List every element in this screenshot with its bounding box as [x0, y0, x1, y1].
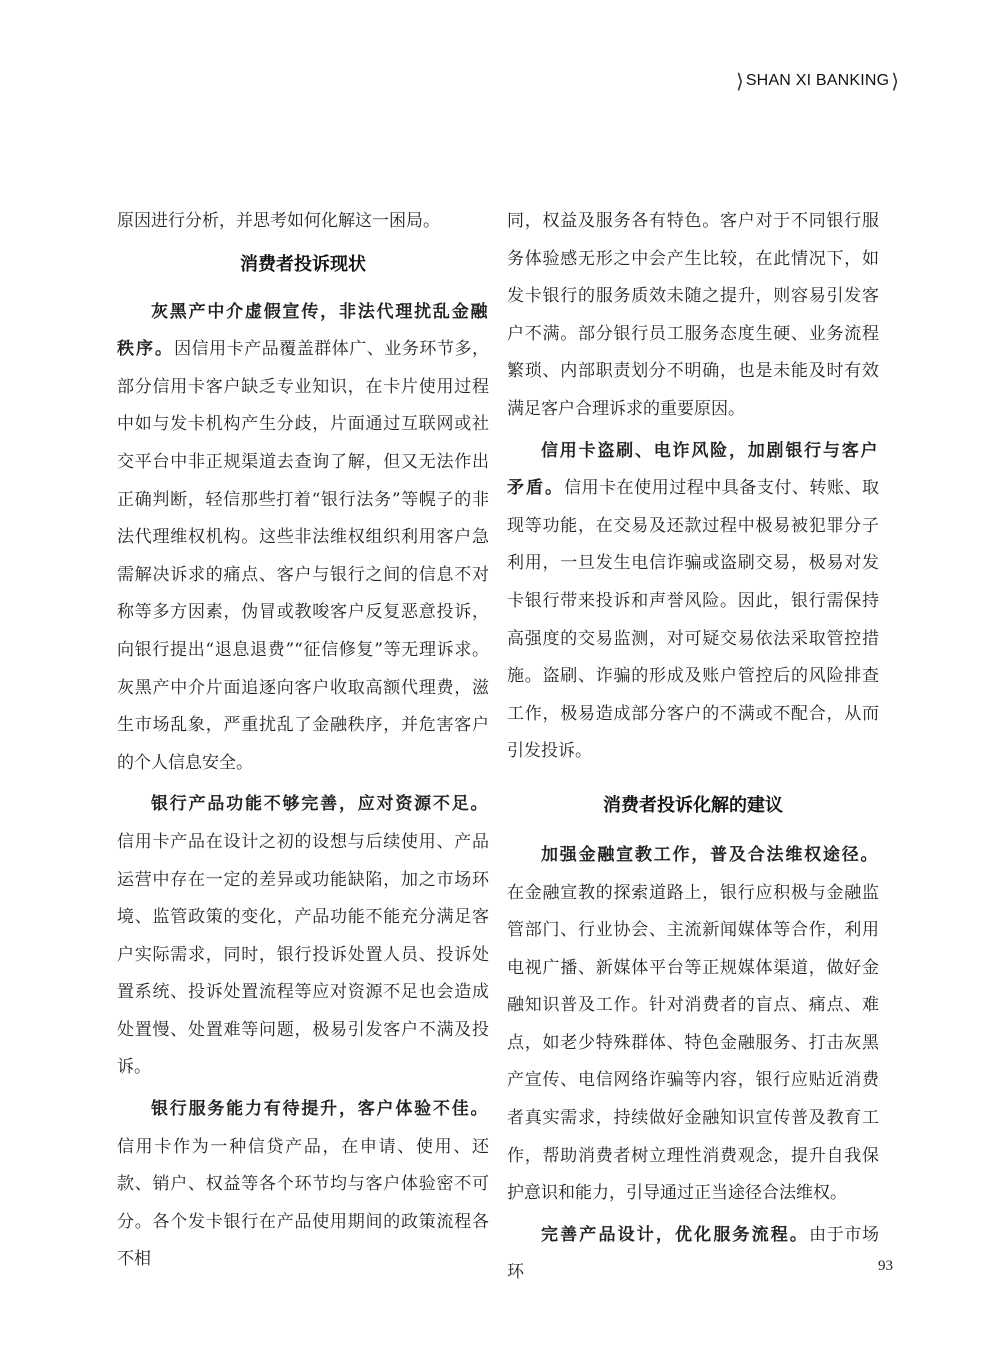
paragraph-body: 因信用卡产品覆盖群体广、业务环节多，部分信用卡客户缺乏专业知识，在卡片使用过程中如与发卡机构产生分歧，片面通过互联网或社交平台中非正规渠道去查询了解，但又无法作出正确判断，轻信那些打着“银行法务”等幌子的非法代理维权机构。这些非法维权组织利用客户急需解决诉求的痛点、客户与银行之间的信息不对称等多方因素，伪冒或教唆客户反复恶意投诉，向银行提出“退息退费”“征信修复”等无理诉求。灰黑产中介片面追逐向客户收取高额代理费，滋生市场乱象，严重扰乱了金融秩序，并危害客户的个人信息安全。 [117, 339, 490, 773]
left-column [117, 203, 489, 1279]
right-column [507, 203, 879, 1292]
paragraph-lead: 完善产品设计，优化服务流程。 [541, 1224, 810, 1245]
paragraph-lead: 信用卡盗刷、电诈风险，加剧银行与客户矛盾。 [507, 440, 879, 499]
paragraph-fraud-risk [507, 433, 879, 771]
paragraph-product-design [507, 1217, 879, 1292]
paragraph-lead: 银行服务能力有待提升，客户体验不佳。 [151, 1099, 489, 1120]
spacer [507, 817, 879, 837]
paragraph-service-capability [117, 1091, 489, 1279]
left-bracket-icon: ⟩ [736, 69, 744, 93]
paragraph-lead: 灰黑产中介虚假宣传，非法代理扰乱金融秩序。 [117, 301, 489, 360]
section-heading-status: 消费者投诉现状 [240, 253, 366, 275]
paragraph-body: 信用卡产品在设计之初的设想与后续使用、产品运营中存在一定的差异或功能缺陷，加之市场环境、监管政策的变化，产品功能不能充分满足客户实际需求，同时，银行投诉处置人员、投诉处置系统、投诉处置流程等应对资源不足也会造成处置慢、处置难等问题，极易引发客户不满及投诉。 [117, 831, 489, 1078]
section-heading-suggestions: 消费者投诉化解的建议 [603, 794, 783, 816]
page-number: 93 [878, 1258, 893, 1274]
paragraph-body: 在金融宣教的探索道路上，银行应积极与金融监管部门、行业协会、主流新闻媒体等合作，利用电视广播、新媒体平台等正规媒体渠道，做好金融知识普及工作。针对消费者的盲点、痛点、难点，如老少特殊群体、特色金融服务、打击灰黑产宣传、电信网络诈骗等内容，银行应贴近消费者真实需求，持续做好金融知识宣传普及教育工作，帮助消费者树立理性消费观念，提升自我保护意识和能力，引导通过正当途径合法维权。 [507, 882, 879, 1204]
paragraph-body: 由于市场环 [507, 1224, 880, 1283]
spacer [117, 276, 489, 294]
paragraph-financial-education [507, 837, 879, 1213]
spacer [117, 241, 489, 254]
paragraph-product-function [117, 786, 489, 1087]
paragraph-continuation: 同，权益及服务各有特色。客户对于不同银行服务体验感无形之中会产生比较，在此情况下，如发卡银行的服务质效未随之提升，则容易引发客户不满。部分银行员工服务态度生硬、业务流程繁琐、内部职责划分不明确，也是未能及时有效满足客户合理诉求的重要原因。 [507, 211, 879, 419]
paragraph-continuation: 原因进行分析，并思考如何化解这一困局。 [117, 211, 440, 231]
running-header [736, 70, 899, 92]
paragraph-lead: 银行产品功能不够完善，应对资源不足。 [151, 794, 489, 815]
paragraph-lead: 加强金融宣教工作，普及合法维权途径。 [541, 844, 879, 865]
paragraph-body: 信用卡作为一种信贷产品，在申请、使用、还款、销户、权益等各个环节均与客户体验密不可分。各个发卡银行在产品使用期间的政策流程各不相 [117, 1136, 489, 1270]
paragraph-gray-black-intermediaries [117, 294, 489, 783]
spacer [507, 771, 879, 795]
paragraph-body: 信用卡在使用过程中具备支付、转账、取现等功能，在交易及还款过程中极易被犯罪分子利用，一旦发生电信诈骗或盗刷交易，极易对发卡银行带来投诉和声誉风险。因此，银行需保持高强度的交易监测，对可疑交易依法采取管控措施。盗刷、诈骗的形成及账户管控后的风险排查工作，极易造成部分客户的不满或不配合，从而引发投诉。 [507, 478, 880, 762]
right-bracket-icon: ⟩ [891, 69, 900, 93]
journal-name: SHAN XI BANKING [745, 72, 890, 89]
